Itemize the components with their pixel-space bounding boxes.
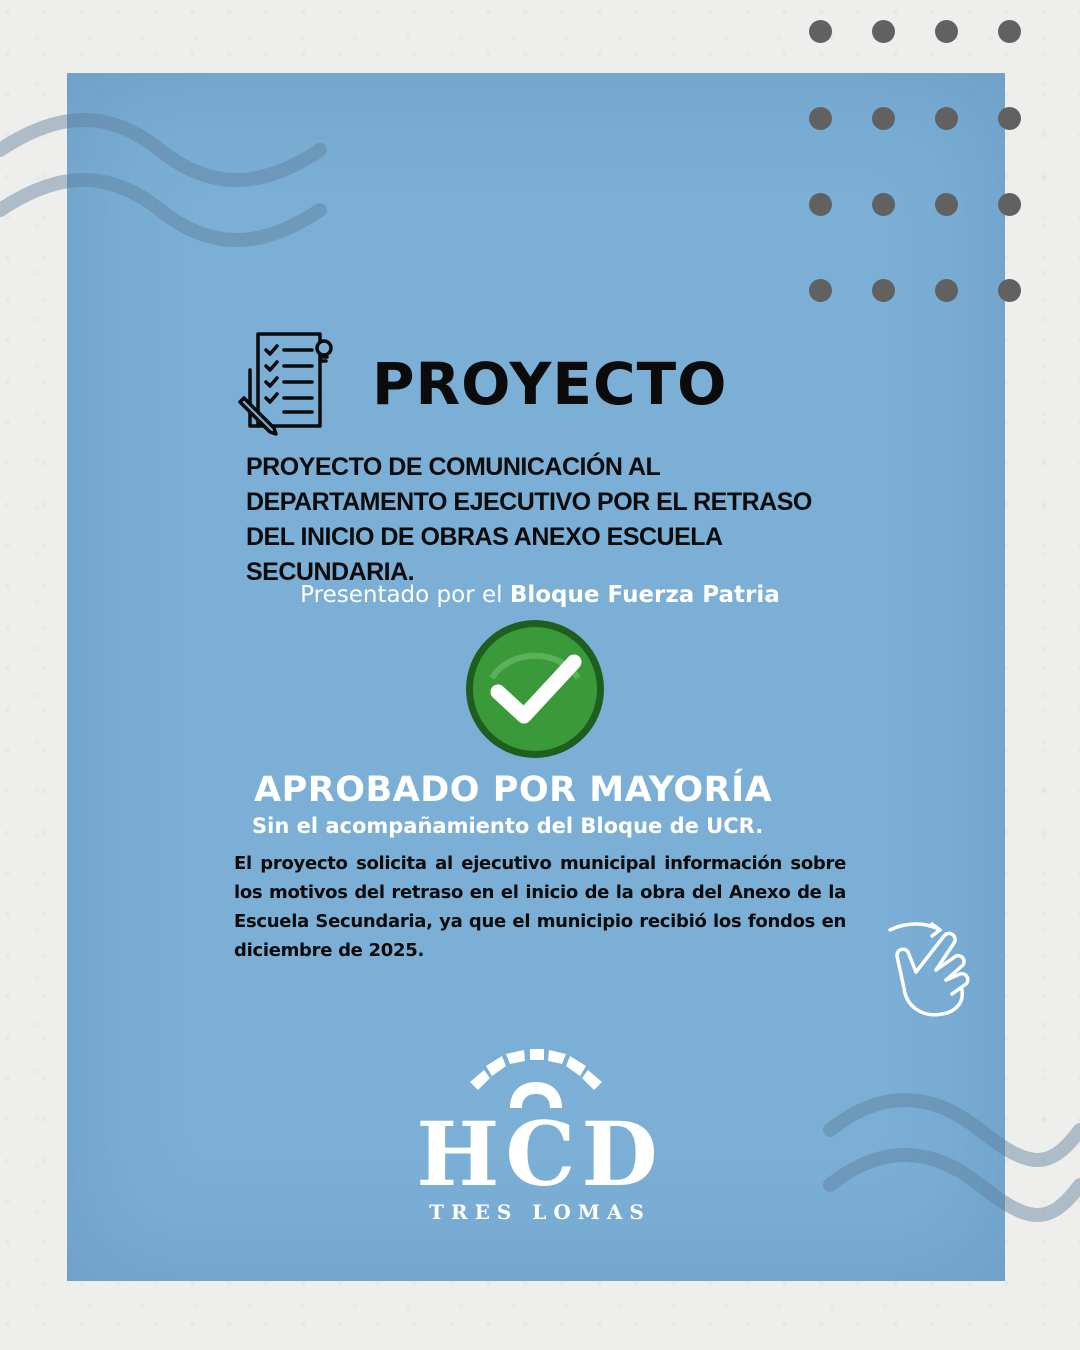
dot (809, 279, 832, 302)
dot (809, 193, 832, 216)
dot (809, 107, 832, 130)
green-check-icon (464, 618, 606, 760)
dot (872, 193, 895, 216)
dot (998, 279, 1021, 302)
dot (935, 107, 958, 130)
approval-status: APROBADO POR MAYORÍA (254, 770, 773, 810)
presented-by (0, 582, 1080, 608)
document-checklist-icon (236, 330, 338, 438)
dot (935, 193, 958, 216)
presented-prefix: Presentado por el (300, 582, 503, 608)
approval-note: Sin el acompañamiento del Bloque de UCR. (252, 814, 764, 838)
dot-grid (809, 20, 1031, 302)
page-title: PROYECTO (372, 350, 728, 418)
dot (998, 107, 1021, 130)
wave-top-left-2 (0, 180, 320, 240)
dot (998, 193, 1021, 216)
dot (935, 279, 958, 302)
dot (872, 20, 895, 43)
dot (935, 20, 958, 43)
dot (872, 279, 895, 302)
wave-top-left-1 (0, 120, 320, 180)
dot (809, 20, 832, 43)
project-description: El proyecto solicita al ejecutivo municipal información sobre los motivos del retraso en el inicio de la obra del Anexo de la Escuela Secundaria, ya que el municipio recibió los fondos en diciembre de 2025. (234, 853, 846, 961)
dot (872, 107, 895, 130)
project-subtitle: PROYECTO DE COMUNICACIÓN AL DEPARTAMENTO EJECUTIVO POR EL RETRASO DEL INICIO DE OBRAS ANEXO ESCUELA SECUNDARIA. (246, 453, 812, 586)
swipe-hand-icon (886, 918, 978, 1022)
logo-wordmark: HCD (416, 1102, 664, 1206)
presenting-bloc: Bloque Fuerza Patria (509, 582, 780, 608)
dot (998, 20, 1021, 43)
logo-subtitle: TRES LOMAS (429, 1200, 651, 1224)
